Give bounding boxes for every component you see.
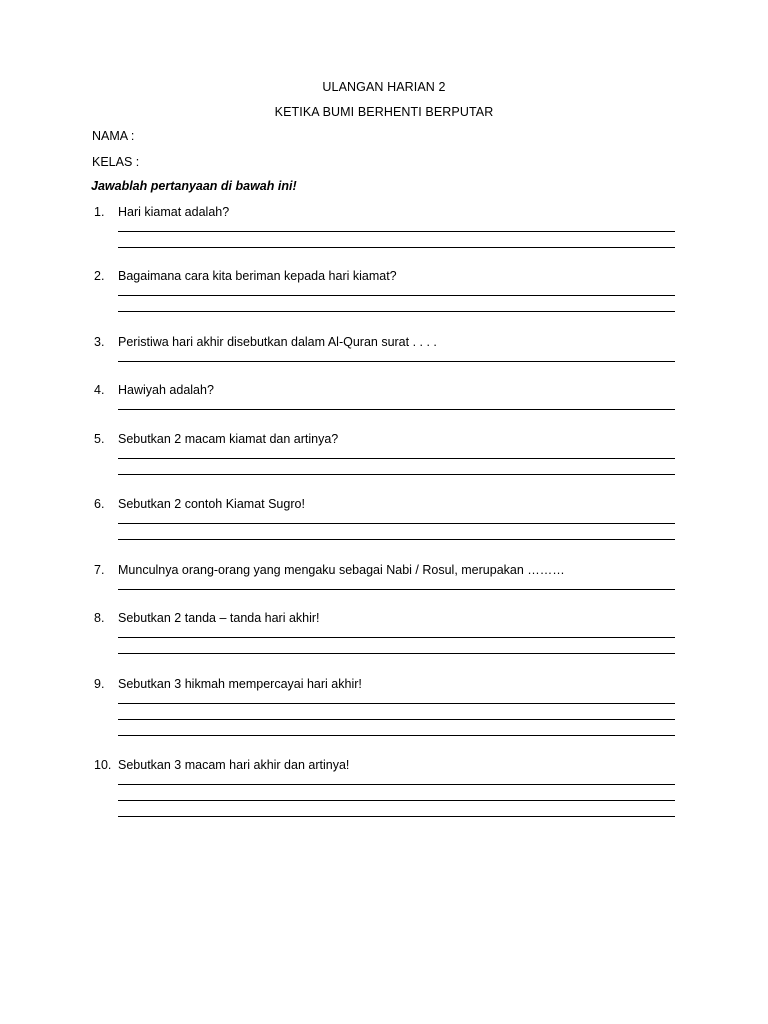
question-text: Bagaimana cara kita beriman kepada hari kiamat?: [118, 269, 397, 283]
question-number: 2.: [94, 269, 105, 283]
question-number: 9.: [94, 677, 105, 691]
question-text: Sebutkan 2 contoh Kiamat Sugro!: [118, 497, 305, 511]
question-text: Hari kiamat adalah?: [118, 205, 230, 219]
question-text: Sebutkan 3 macam hari akhir dan artinya!: [118, 758, 350, 772]
nama-field-label: NAMA :: [92, 129, 135, 143]
answer-line[interactable]: [118, 816, 675, 817]
answer-line[interactable]: [118, 231, 675, 232]
question-number: 10.: [94, 758, 112, 772]
worksheet-subtitle: KETIKA BUMI BERHENTI BERPUTAR: [274, 105, 494, 119]
answer-line[interactable]: [118, 523, 675, 524]
answer-line[interactable]: [118, 784, 675, 785]
question-number: 7.: [94, 563, 105, 577]
question-number: 8.: [94, 611, 105, 625]
answer-line[interactable]: [118, 539, 675, 540]
question-text: Sebutkan 3 hikmah mempercayai hari akhir!: [118, 677, 362, 691]
answer-line[interactable]: [118, 735, 675, 736]
answer-line[interactable]: [118, 637, 675, 638]
worksheet-title: ULANGAN HARIAN 2: [322, 80, 446, 94]
answer-line[interactable]: [118, 719, 675, 720]
question-text: Sebutkan 2 tanda – tanda hari akhir!: [118, 611, 320, 625]
question-number: 1.: [94, 205, 105, 219]
answer-line[interactable]: [118, 703, 675, 704]
answer-line[interactable]: [118, 653, 675, 654]
question-text: Hawiyah adalah?: [118, 383, 214, 397]
answer-line[interactable]: [118, 361, 675, 362]
question-text: Sebutkan 2 macam kiamat dan artinya?: [118, 432, 339, 446]
answer-line[interactable]: [118, 458, 675, 459]
answer-line[interactable]: [118, 311, 675, 312]
answer-line[interactable]: [118, 409, 675, 410]
instruction-text: Jawablah pertanyaan di bawah ini!: [91, 179, 297, 193]
answer-line[interactable]: [118, 295, 675, 296]
answer-line[interactable]: [118, 474, 675, 475]
question-number: 6.: [94, 497, 105, 511]
question-number: 5.: [94, 432, 105, 446]
kelas-field-label: KELAS :: [92, 155, 140, 169]
question-text: Peristiwa hari akhir disebutkan dalam Al-Quran surat . . . .: [118, 335, 437, 349]
question-number: 3.: [94, 335, 105, 349]
question-number: 4.: [94, 383, 105, 397]
answer-line[interactable]: [118, 800, 675, 801]
answer-line[interactable]: [118, 247, 675, 248]
answer-line[interactable]: [118, 589, 675, 590]
question-text: Munculnya orang-orang yang mengaku sebagai Nabi / Rosul, merupakan ………: [118, 563, 565, 577]
